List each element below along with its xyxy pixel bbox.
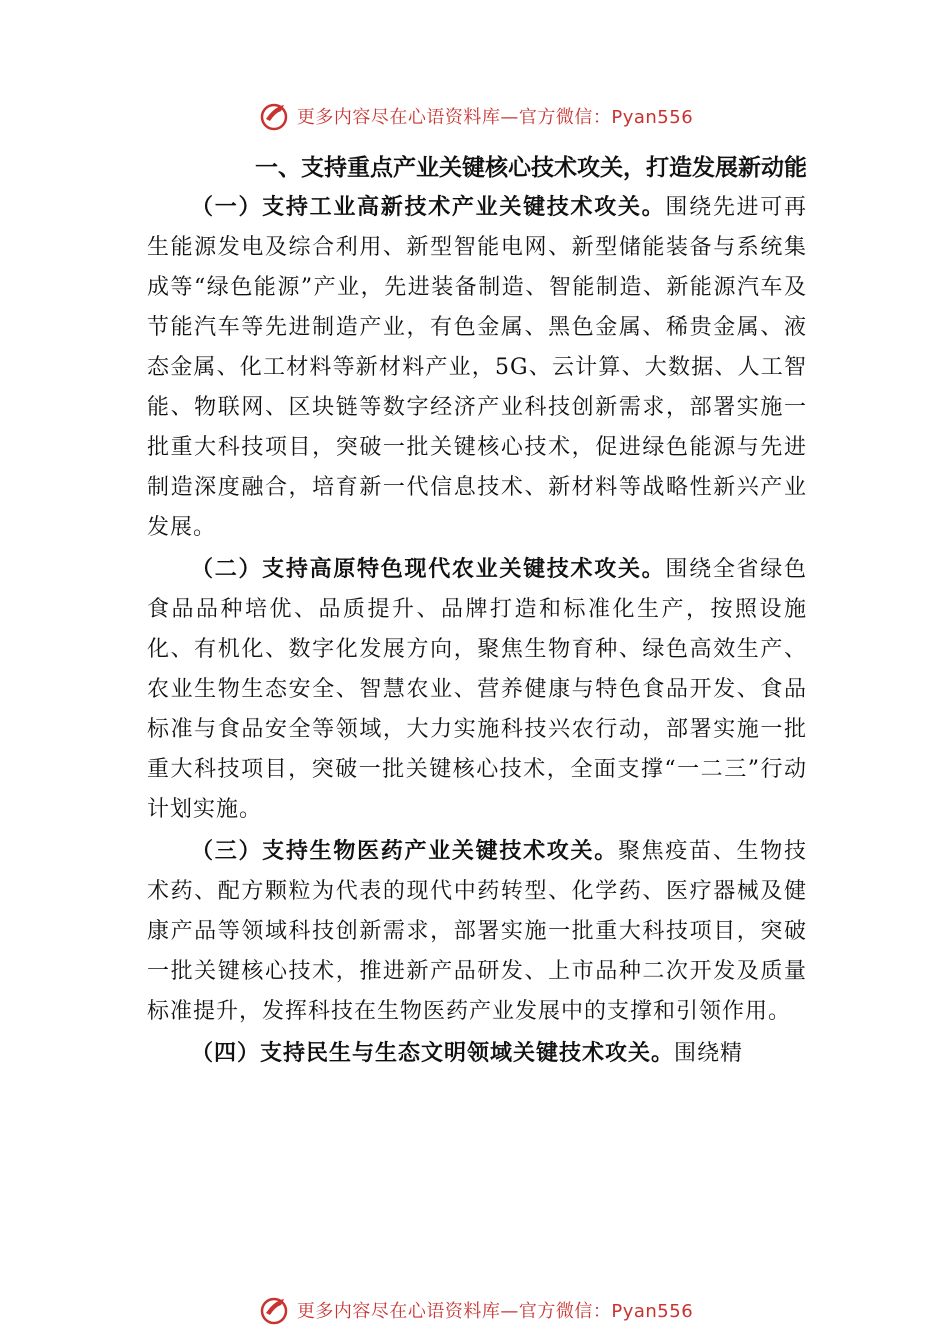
- watermark-text: 更多内容尽在心语资料库—官方微信：Pyan556: [296, 1301, 694, 1322]
- paragraph-agriculture: [147, 550, 807, 830]
- footer-watermark-banner: [0, 1290, 950, 1330]
- paragraph-lead: （三）支持生物医药产业关键技术攻关。: [191, 839, 618, 864]
- header-watermark-banner: [0, 96, 950, 136]
- watermark-text: 更多内容尽在心语资料库—官方微信：Pyan556: [296, 107, 694, 128]
- paragraph-text: 围绕精: [674, 1041, 744, 1066]
- brand-logo-icon: [257, 99, 291, 133]
- paragraph-livelihood: [147, 1034, 807, 1074]
- paragraph-lead: （二）支持高原特色现代农业关键技术攻关。: [191, 557, 666, 582]
- paragraph-biomedicine: [147, 832, 807, 1032]
- document-body: [147, 148, 807, 1074]
- section-heading: 一、支持重点产业关键核心技术攻关，打造发展新动能: [255, 155, 807, 181]
- paragraph-text: 围绕先进可再生能源发电及综合利用、新型智能电网、新型储能装备与系统集成等“绿色能源”产业，先进装备制造、智能制造、新能源汽车及节能汽车等先进制造产业，有色金属、黑色金属、稀贵金属、液态金属、化工材料等新材料产业，5G、云计算、大数据、人工智能、物联网、区块链等数字经济产业科技创新需求，部署实施一批重大科技项目，突破一批关键核心技术，促进绿色能源与先进制造深度融合，培育新一代信息技术、新材料等战略性新兴产业发展。: [147, 195, 807, 540]
- paragraph-text: 围绕全省绿色食品品种培优、品质提升、品牌打造和标准化生产，按照设施化、有机化、数字化发展方向，聚焦生物育种、绿色高效生产、农业生物生态安全、智慧农业、营养健康与特色食品开发、食品标准与食品安全等领域，大力实施科技兴农行动，部署实施一批重大科技项目，突破一批关键核心技术，全面支撑“一二三”行动计划实施。: [147, 557, 807, 822]
- paragraph-lead: （四）支持民生与生态文明领域关键技术攻关。: [191, 1041, 675, 1066]
- paragraph-industry: [147, 188, 807, 548]
- paragraph-lead: （一）支持工业高新技术产业关键技术攻关。: [191, 195, 666, 220]
- brand-logo-icon: [257, 1293, 291, 1327]
- paragraph-text: 聚焦疫苗、生物技术药、配方颗粒为代表的现代中药转型、化学药、医疗器械及健康产品等领域科技创新需求，部署实施一批重大科技项目，突破一批关键核心技术，推进新产品研发、上市品种二次开发及质量标准提升，发挥科技在生物医药产业发展中的支撑和引领作用。: [147, 839, 807, 1024]
